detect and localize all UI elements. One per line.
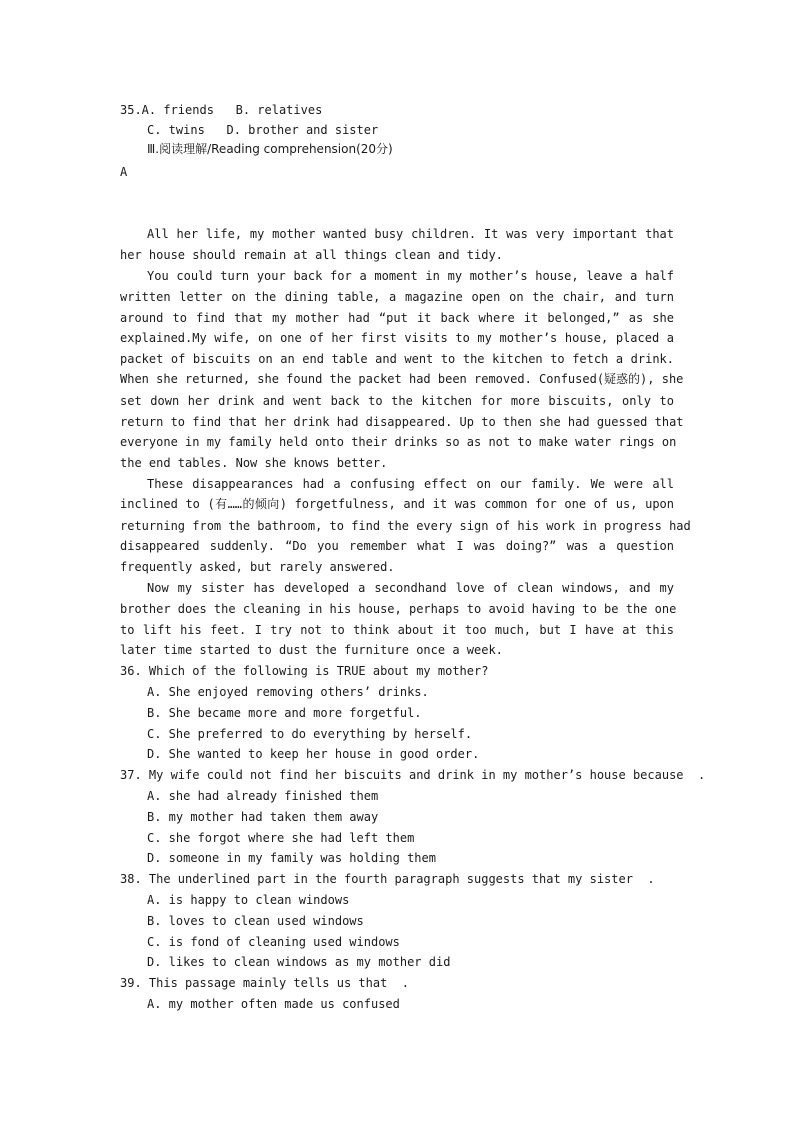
question-38-option-d: D. likes to clean windows as my mother did bbox=[147, 955, 451, 969]
question-39-stem: 39. This passage mainly tells us that . bbox=[120, 976, 409, 990]
paragraph-4-line: brother does the cleaning in his house, perhaps to avoid having to be the one bbox=[120, 602, 677, 616]
paragraph-2-line: You could turn your back for a moment in my mother’s house, leave a half bbox=[147, 269, 674, 283]
paragraph-3-line: These disappearances had a confusing effect on our family. We were all bbox=[147, 477, 674, 491]
q35-options-line2: C. twins D. brother and sister bbox=[147, 123, 379, 137]
paragraph-2-line: the end tables. Now she knows better. bbox=[120, 456, 388, 470]
paragraph-4-line: to lift his feet. I try not to think about it too much, but I have at this bbox=[120, 623, 674, 637]
question-37-option-b: B. my mother had taken them away bbox=[147, 810, 379, 824]
question-36-option-b: B. She became more and more forgetful. bbox=[147, 706, 422, 720]
paragraph-3-line: disappeared suddenly. “Do you remember what I was doing?” was a question bbox=[120, 539, 674, 553]
paragraph-2-line: packet of biscuits on an end table and went to the kitchen to fetch a drink. bbox=[120, 352, 674, 366]
q35-options-line1: 35.A. friends B. relatives bbox=[120, 103, 323, 117]
paragraph-4-line: Now my sister has developed a secondhand love of clean windows, and my bbox=[147, 581, 674, 595]
question-36-option-c: C. She preferred to do everything by herself. bbox=[147, 727, 473, 741]
paragraph-1-line: All her life, my mother wanted busy children. It was very important that bbox=[147, 227, 674, 241]
question-37-option-a: A. she had already finished them bbox=[147, 789, 379, 803]
question-38-stem: 38. The underlined part in the fourth paragraph suggests that my sister . bbox=[120, 872, 655, 886]
paragraph-3-line: inclined to (有……的倾向) forgetfulness, and it was common for one of us, upon bbox=[120, 497, 674, 511]
question-38-option-b: B. loves to clean used windows bbox=[147, 914, 364, 928]
question-36-option-d: D. She wanted to keep her house in good order. bbox=[147, 747, 480, 761]
paragraph-2-line: everyone in my family held onto their drinks so as not to make water rings on bbox=[120, 435, 677, 449]
question-36-option-a: A. She enjoyed removing others’ drinks. bbox=[147, 685, 429, 699]
question-38-option-c: C. is fond of cleaning used windows bbox=[147, 935, 400, 949]
paragraph-3-line: returning from the bathroom, to find the every sign of his work in progress had bbox=[120, 519, 691, 533]
passage-label: A bbox=[120, 165, 128, 179]
question-37-stem: 37. My wife could not find her biscuits and drink in my mother’s house because . bbox=[120, 768, 706, 782]
paragraph-4-line: later time started to dust the furniture once a week. bbox=[120, 643, 503, 657]
paragraph-2-line: explained.My wife, on one of her first visits to my mother’s house, placed a bbox=[120, 331, 674, 345]
question-38-option-a: A. is happy to clean windows bbox=[147, 893, 350, 907]
question-36-stem: 36. Which of the following is TRUE about my mother? bbox=[120, 664, 489, 678]
paragraph-2-line: set down her drink and went back to the kitchen for more biscuits, only to bbox=[120, 394, 674, 408]
section-title: Ⅲ.阅读理解/Reading comprehension(20分) bbox=[147, 142, 393, 156]
question-37-option-c: C. she forgot where she had left them bbox=[147, 831, 415, 845]
paragraph-2-line: When she returned, she found the packet had been removed. Confused(疑惑的), she bbox=[120, 372, 684, 386]
paragraph-1-line: her house should remain at all things clean and tidy. bbox=[120, 248, 503, 262]
question-39-option-a: A. my mother often made us confused bbox=[147, 997, 400, 1011]
paragraph-2-line: return to find that her drink had disappeared. Up to then she had guessed that bbox=[120, 415, 684, 429]
paragraph-3-line: frequently asked, but rarely answered. bbox=[120, 560, 395, 574]
question-37-option-d: D. someone in my family was holding them bbox=[147, 851, 436, 865]
paragraph-2-line: written letter on the dining table, a magazine open on the chair, and turn bbox=[120, 290, 674, 304]
paragraph-2-line: around to find that my mother had “put it back where it belonged,” as she bbox=[120, 311, 674, 325]
